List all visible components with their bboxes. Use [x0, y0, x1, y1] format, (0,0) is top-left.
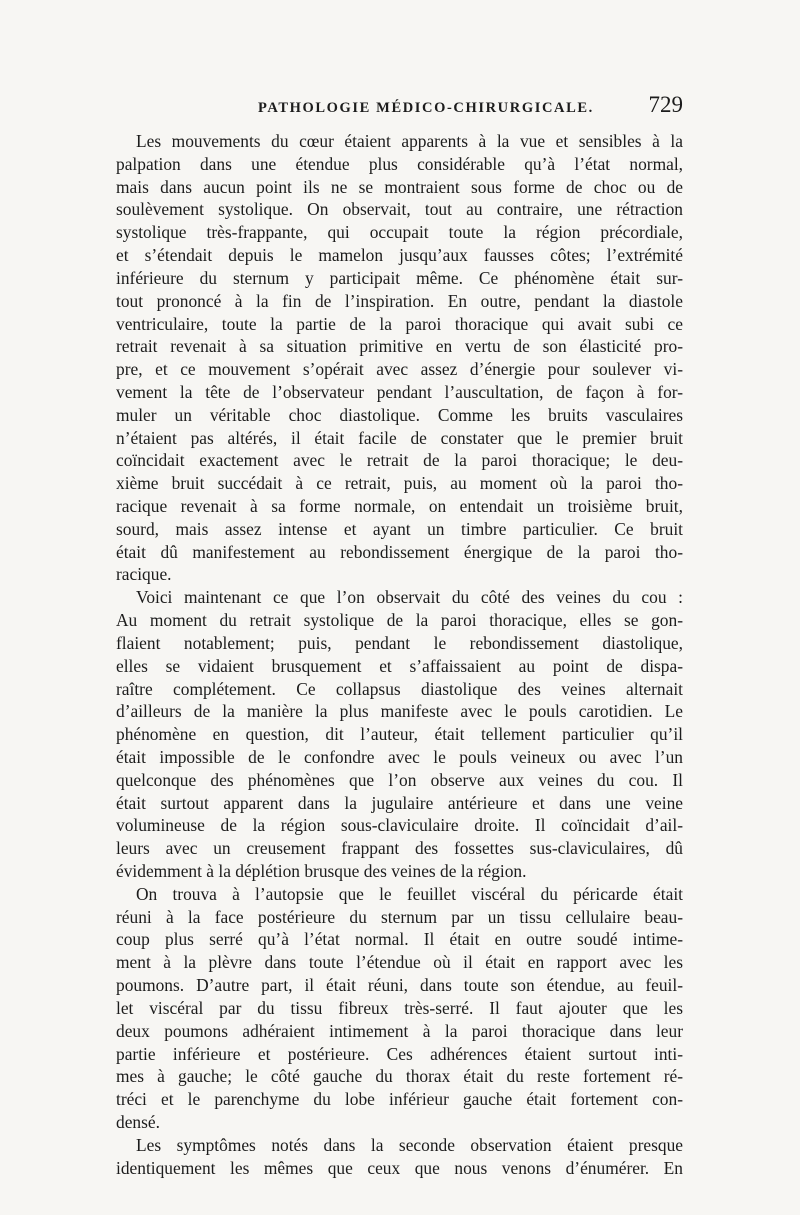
text-line: densé. — [116, 1111, 160, 1132]
text-line: elles se vidaient brusquement et s’affaissaient au point de dispa- — [116, 655, 683, 676]
text-line: poumons. D’autre part, il était réuni, dans toute son étendue, au feuil- — [116, 975, 683, 996]
text-line: pre, et ce mouvement s’opérait avec assez d’énergie pour soulever vi- — [116, 359, 683, 380]
paragraph — [116, 1134, 683, 1180]
paragraph — [116, 586, 683, 883]
text-line: partie inférieure et postérieure. Ces adhérences étaient surtout inti- — [116, 1043, 683, 1064]
text-line: identiquement les mêmes que ceux que nous venons d’énumérer. En — [116, 1157, 683, 1178]
text-line: vement la tête de l’observateur pendant l’auscultation, de façon à for- — [116, 381, 683, 402]
text-line: d’ailleurs de la manière la plus manifeste avec le pouls carotidien. Le — [116, 701, 683, 722]
text-line: systolique très-frappante, qui occupait toute la région précordiale, — [116, 222, 683, 243]
text-line: volumineuse de la région sous-claviculaire droite. Il coïncidait d’ail- — [116, 815, 683, 836]
text-line: Voici maintenant ce que l’on observait du côté des veines du cou : — [136, 587, 683, 608]
page-number: 729 — [648, 92, 683, 117]
text-line: tréci et le parenchyme du lobe inférieur gauche était fortement con- — [116, 1089, 683, 1110]
text-line: était dû manifestement au rebondissement énergique de la paroi tho- — [116, 541, 683, 562]
text-line: Au moment du retrait systolique de la paroi thoracique, elles se gon- — [116, 610, 683, 631]
text-line: Les mouvements du cœur étaient apparents à la vue et sensibles à la — [136, 131, 683, 151]
text-line: On trouva à l’autopsie que le feuillet viscéral du péricarde était — [136, 883, 683, 904]
text-line: mais dans aucun point ils ne se montraient sous forme de choc ou de — [116, 176, 683, 197]
text-line: retrait revenait à sa situation primitive en vertu de son élasticité pro- — [116, 336, 683, 357]
text-line: soulèvement systolique. On observait, tout au contraire, une rétraction — [116, 199, 683, 220]
text-line: quelconque des phénomènes que l’on observe aux veines du cou. Il — [116, 769, 683, 790]
running-title: PATHOLOGIE MÉDICO-CHIRURGICALE. — [258, 100, 594, 116]
text-line: mes à gauche; le côté gauche du thorax était du reste fortement ré- — [116, 1066, 683, 1087]
text-line: inférieure du sternum y participait même. Ce phénomène était sur- — [116, 267, 683, 288]
text-line: flaient notablement; puis, pendant le rebondissement diastolique, — [116, 632, 683, 653]
text-line: sourd, mais assez intense et ayant un timbre particulier. Ce bruit — [116, 518, 683, 539]
text-line: coup plus serré qu’à l’état normal. Il était en outre soudé intime- — [116, 929, 683, 950]
paragraph — [116, 130, 683, 586]
text-line: réuni à la face postérieure du sternum par un tissu cellulaire beau- — [116, 906, 683, 927]
body-text — [116, 130, 683, 1179]
text-line: ventriculaire, toute la partie de la paroi thoracique qui avait subi ce — [116, 313, 683, 334]
text-line: était impossible de le confondre avec le pouls veineux ou avec l’un — [116, 746, 683, 767]
text-line: ment à la plèvre dans toute l’étendue où il était en rapport avec les — [116, 952, 683, 973]
text-line: et s’étendait depuis le mamelon jusqu’aux fausses côtes; l’extrémité — [116, 245, 683, 266]
text-line: phénomène en question, dit l’auteur, était tellement particulier qu’il — [116, 724, 683, 745]
text-line: let viscéral par du tissu fibreux très-serré. Il faut ajouter que les — [116, 997, 683, 1018]
text-line: racique revenait à sa forme normale, on entendait un troisième bruit, — [116, 496, 683, 516]
text-line: était surtout apparent dans la jugulaire antérieure et dans une veine — [116, 792, 683, 813]
text-line: palpation dans une étendue plus considérable qu’à l’état normal, — [116, 153, 683, 174]
text-line: racique. — [116, 564, 172, 585]
paragraph — [116, 883, 683, 1134]
text-line: n’étaient pas altérés, il était facile de constater que le premier bruit — [116, 427, 683, 448]
text-line: muler un véritable choc diastolique. Comme les bruits vasculaires — [116, 404, 683, 425]
text-line: coïncidait exactement avec le retrait de la paroi thoracique; le deu- — [116, 450, 683, 471]
text-line: Les symptômes notés dans la seconde observation étaient presque — [136, 1134, 683, 1155]
text-line: leurs avec un creusement frappant des fossettes sus-claviculaires, dû — [116, 838, 683, 859]
text-line: évidemment à la déplétion brusque des veines de la région. — [116, 861, 527, 881]
page-header — [116, 92, 683, 126]
text-line: tout prononcé à la fin de l’inspiration. En outre, pendant la diastole — [116, 290, 683, 311]
text-line: xième bruit succédait à ce retrait, puis, au moment où la paroi tho- — [116, 473, 683, 494]
text-line: raître complétement. Ce collapsus diastolique des veines alternait — [116, 678, 683, 699]
text-line: deux poumons adhéraient intimement à la paroi thoracique dans leur — [116, 1020, 683, 1041]
